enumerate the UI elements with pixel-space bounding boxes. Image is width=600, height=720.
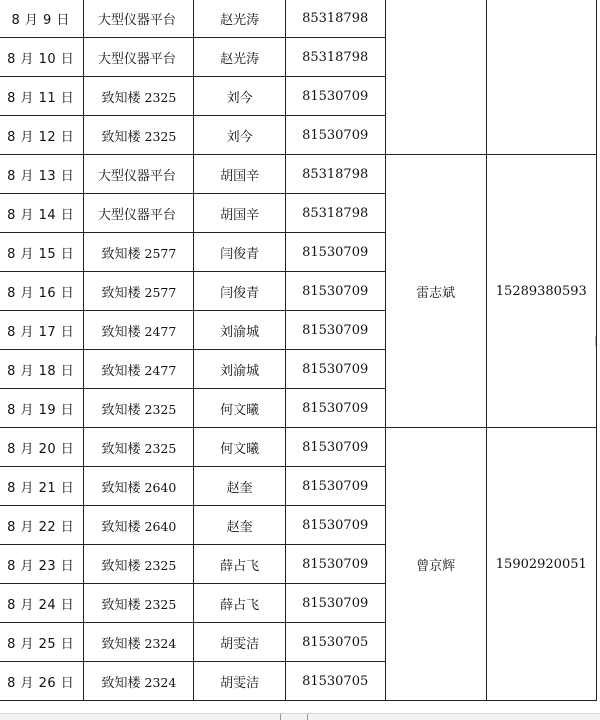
person-name-cell: 胡国辛 bbox=[194, 194, 285, 233]
phone-cell: 81530709 bbox=[285, 467, 385, 506]
person-name-cell: 胡国辛 bbox=[194, 155, 285, 194]
location-cell: 致知楼 2640 bbox=[84, 506, 194, 545]
phone-cell: 81530709 bbox=[285, 545, 385, 584]
phone-cell: 81530709 bbox=[285, 350, 385, 389]
date-cell: 8 月 13 日 bbox=[0, 155, 84, 194]
phone-cell: 85318798 bbox=[285, 38, 385, 77]
person-name-cell: 赵奎 bbox=[194, 506, 285, 545]
duty-mobile-cell bbox=[486, 0, 596, 155]
phone-cell: 81530709 bbox=[285, 428, 385, 467]
phone-cell: 81530709 bbox=[285, 77, 385, 116]
person-name-cell: 胡雯洁 bbox=[194, 623, 285, 662]
phone-cell: 81530709 bbox=[285, 584, 385, 623]
duty-mobile-cell: 15289380593 bbox=[486, 155, 596, 428]
person-name-cell: 闫俊青 bbox=[194, 233, 285, 272]
scroll-thumb[interactable] bbox=[280, 714, 308, 720]
location-cell: 大型仪器平台 bbox=[84, 194, 194, 233]
location-cell: 大型仪器平台 bbox=[84, 155, 194, 194]
person-name-cell: 何文曦 bbox=[194, 389, 285, 428]
date-cell: 8 月 18 日 bbox=[0, 350, 84, 389]
phone-cell: 81530709 bbox=[285, 389, 385, 428]
duty-leader-cell: 雷志斌 bbox=[385, 155, 486, 428]
date-cell: 8 月 11 日 bbox=[0, 77, 84, 116]
location-cell: 致知楼 2325 bbox=[84, 389, 194, 428]
date-cell: 8 月 21 日 bbox=[0, 467, 84, 506]
location-cell: 致知楼 2325 bbox=[84, 428, 194, 467]
date-cell: 8 月 10 日 bbox=[0, 38, 84, 77]
date-cell: 8 月 12 日 bbox=[0, 116, 84, 155]
person-name-cell: 赵光涛 bbox=[194, 0, 285, 38]
date-cell: 8 月 14 日 bbox=[0, 194, 84, 233]
phone-cell: 85318798 bbox=[285, 194, 385, 233]
date-cell: 8 月 23 日 bbox=[0, 545, 84, 584]
date-cell: 8 月 19 日 bbox=[0, 389, 84, 428]
location-cell: 致知楼 2324 bbox=[84, 623, 194, 662]
scroll-tick bbox=[595, 336, 600, 346]
location-cell: 致知楼 2324 bbox=[84, 662, 194, 701]
location-cell: 致知楼 2577 bbox=[84, 233, 194, 272]
location-cell: 大型仪器平台 bbox=[84, 38, 194, 77]
person-name-cell: 刘今 bbox=[194, 77, 285, 116]
date-cell: 8 月 20 日 bbox=[0, 428, 84, 467]
person-name-cell: 薛占飞 bbox=[194, 584, 285, 623]
person-name-cell: 胡雯洁 bbox=[194, 662, 285, 701]
date-cell: 8 月 25 日 bbox=[0, 623, 84, 662]
date-cell: 8 月 26 日 bbox=[0, 662, 84, 701]
person-name-cell: 赵奎 bbox=[194, 467, 285, 506]
phone-cell: 81530709 bbox=[285, 272, 385, 311]
person-name-cell: 刘今 bbox=[194, 116, 285, 155]
table-row bbox=[0, 155, 597, 194]
duty-leader-cell: 曾京辉 bbox=[385, 428, 486, 701]
person-name-cell: 刘渝城 bbox=[194, 311, 285, 350]
phone-cell: 81530709 bbox=[285, 506, 385, 545]
date-cell: 8 月 22 日 bbox=[0, 506, 84, 545]
duty-mobile-cell: 15902920051 bbox=[486, 428, 596, 701]
person-name-cell: 闫俊青 bbox=[194, 272, 285, 311]
table-row bbox=[0, 428, 597, 467]
location-cell: 致知楼 2325 bbox=[84, 116, 194, 155]
location-cell: 大型仪器平台 bbox=[84, 0, 194, 38]
location-cell: 致知楼 2325 bbox=[84, 545, 194, 584]
phone-cell: 81530709 bbox=[285, 233, 385, 272]
date-cell: 8 月 16 日 bbox=[0, 272, 84, 311]
date-cell: 8 月 24 日 bbox=[0, 584, 84, 623]
table-row bbox=[0, 0, 597, 38]
location-cell: 致知楼 2640 bbox=[84, 467, 194, 506]
duty-leader-cell bbox=[385, 0, 486, 155]
person-name-cell: 赵光涛 bbox=[194, 38, 285, 77]
location-cell: 致知楼 2477 bbox=[84, 350, 194, 389]
person-name-cell: 薛占飞 bbox=[194, 545, 285, 584]
person-name-cell: 刘渝城 bbox=[194, 350, 285, 389]
location-cell: 致知楼 2477 bbox=[84, 311, 194, 350]
date-cell: 8 月 15 日 bbox=[0, 233, 84, 272]
date-cell: 8 月 17 日 bbox=[0, 311, 84, 350]
phone-cell: 81530705 bbox=[285, 623, 385, 662]
phone-cell: 81530709 bbox=[285, 116, 385, 155]
phone-cell: 85318798 bbox=[285, 155, 385, 194]
phone-cell: 81530709 bbox=[285, 311, 385, 350]
phone-cell: 85318798 bbox=[285, 0, 385, 38]
location-cell: 致知楼 2325 bbox=[84, 77, 194, 116]
phone-cell: 81530705 bbox=[285, 662, 385, 701]
location-cell: 致知楼 2577 bbox=[84, 272, 194, 311]
date-cell: 8 月 9 日 bbox=[0, 0, 84, 38]
location-cell: 致知楼 2325 bbox=[84, 584, 194, 623]
person-name-cell: 何文曦 bbox=[194, 428, 285, 467]
